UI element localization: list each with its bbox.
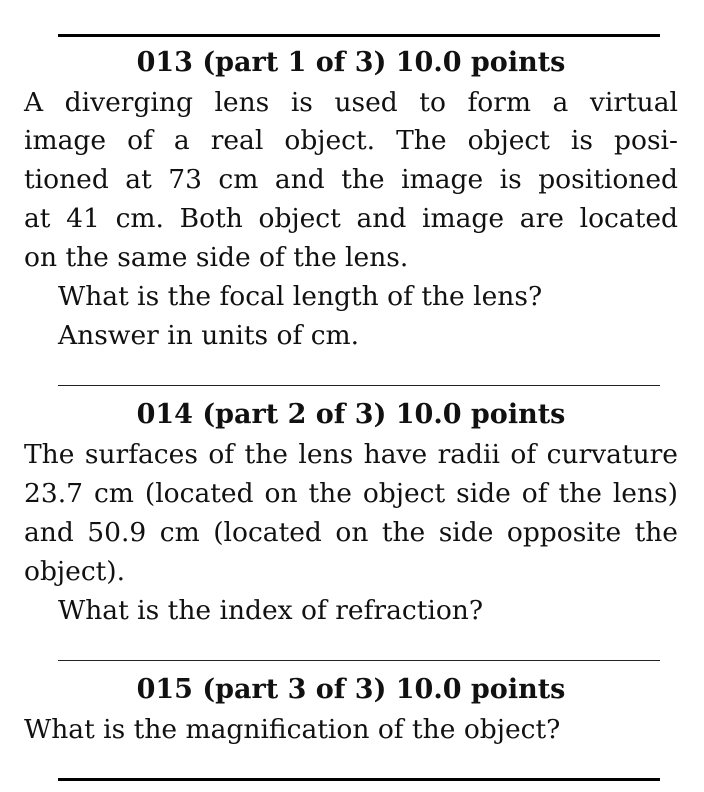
problem-013-answer-units: Answer in units of cm. — [58, 320, 360, 351]
divider-rule-2 — [58, 660, 660, 661]
problem-013-text-line-1: A diverging lens is used to form a virtual — [24, 87, 678, 118]
problem-014-text-line-3: and 50.9 cm (located on the side opposite the — [24, 517, 678, 548]
problem-014-text-line-2: 23.7 cm (located on the object side of the lens) — [24, 478, 678, 509]
divider-rule-1 — [58, 385, 660, 386]
problem-013-text-line-3: tioned at 73 cm and the image is positioned — [24, 164, 678, 195]
top-rule — [58, 34, 660, 37]
problem-014-header: 014 (part 2 of 3) 10.0 points — [136, 399, 566, 430]
bottom-rule — [58, 778, 660, 781]
problem-014-text-line-1: The surfaces of the lens have radii of curvature — [24, 439, 678, 470]
problem-015-header: 015 (part 3 of 3) 10.0 points — [136, 674, 566, 705]
problem-015-question: What is the magnification of the object? — [24, 714, 561, 745]
problem-013-text-line-2: image of a real object. The object is posi- — [24, 125, 678, 156]
problem-013-header: 013 (part 1 of 3) 10.0 points — [136, 47, 566, 78]
problem-013-question: What is the focal length of the lens? — [58, 281, 543, 312]
problem-013-text-line-4: at 41 cm. Both object and image are located — [24, 203, 678, 234]
problem-013-text-line-5: on the same side of the lens. — [24, 242, 409, 273]
problem-014-question: What is the index of refraction? — [58, 595, 484, 626]
problem-014-text-line-4: object). — [24, 556, 126, 587]
